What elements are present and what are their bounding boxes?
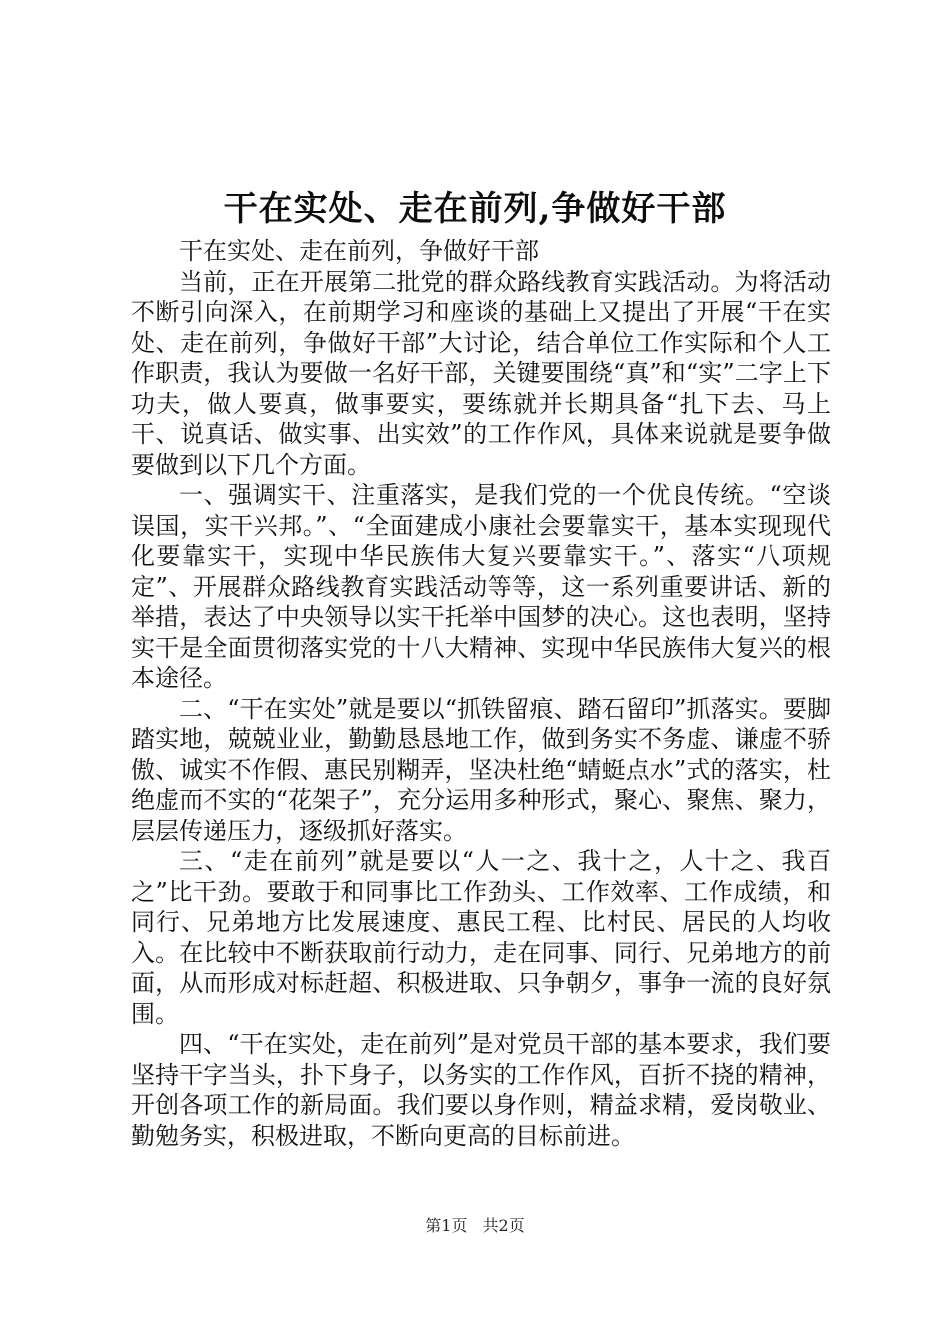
paragraph-section-1: 一、强调实干、注重落实，是我们党的一个优良传统。“空谈误国，实干兴邦。”、“全面建成小康社会要靠实干，基本实现现代化要靠实干，实现中华民族伟大复兴要靠实干。”、落实“八项规定”、开展群众路线教育实践活动等等，这一系列重要讲话、新的举措，表达了中央领导以实干托举中国梦的决心。这也表明，坚持实干是全面贯彻落实党的十八大精神、实现中华民族伟大复兴的根本途径。 <box>131 481 831 692</box>
document-title: 干在实处、走在前列,争做好干部 <box>223 189 727 229</box>
document-subtitle: 干在实处、走在前列，争做好干部 <box>179 237 539 265</box>
paragraph-section-2: 二、“干在实处”就是要以“抓铁留痕、踏石留印”抓落实。要脚踏实地，兢兢业业，勤勤恳恳地工作，做到务实不务虚、谦虚不骄傲、诚实不作假、惠民别糊弄，坚决杜绝“蜻蜓点水”式的落实，杜绝虚而不实的“花架子”，充分运用多种形式，聚心、聚焦、聚力，层层传递压力，逐级抓好落实。 <box>131 694 831 845</box>
page-footer <box>0 1215 950 1237</box>
page-total: 共2页 <box>482 1216 525 1235</box>
document-body <box>131 236 831 1151</box>
paragraph-intro: 当前，正在开展第二批党的群众路线教育实践活动。为将活动不断引向深入，在前期学习和座谈的基础上又提出了开展“干在实处、走在前列，争做好干部”大讨论，结合单位工作实际和个人工作职责，我认为要做一名好干部，关键要围绕“真”和“实”二字上下功夫，做人要真，做事要实，要练就并长期具备“扎下去、马上干、说真话、做实事、出实效”的工作作风，具体来说就是要争做要做到以下几个方面。 <box>131 267 831 479</box>
paragraph-section-3: 三、“走在前列”就是要以“人一之、我十之，人十之、我百之”比干劲。要敢于和同事比工作劲头、工作效率、工作成绩，和同行、兄弟地方比发展速度、惠民工程、比村民、居民的人均收入。在比较中不断获取前行动力，走在同事、同行、兄弟地方的前面，从而形成对标赶超、积极进取、只争朝夕，事争一流的良好氛围。 <box>131 847 831 1028</box>
page-number: 第1页 <box>425 1216 468 1235</box>
paragraph-section-4: 四、“干在实处，走在前列”是对党员干部的基本要求，我们要坚持干字当头，扑下身子，以务实的工作作风，百折不挠的精神，开创各项工作的新局面。我们要以身作则，精益求精，爱岗敬业、勤勉务实，积极进取，不断向更高的目标前进。 <box>131 1030 831 1150</box>
